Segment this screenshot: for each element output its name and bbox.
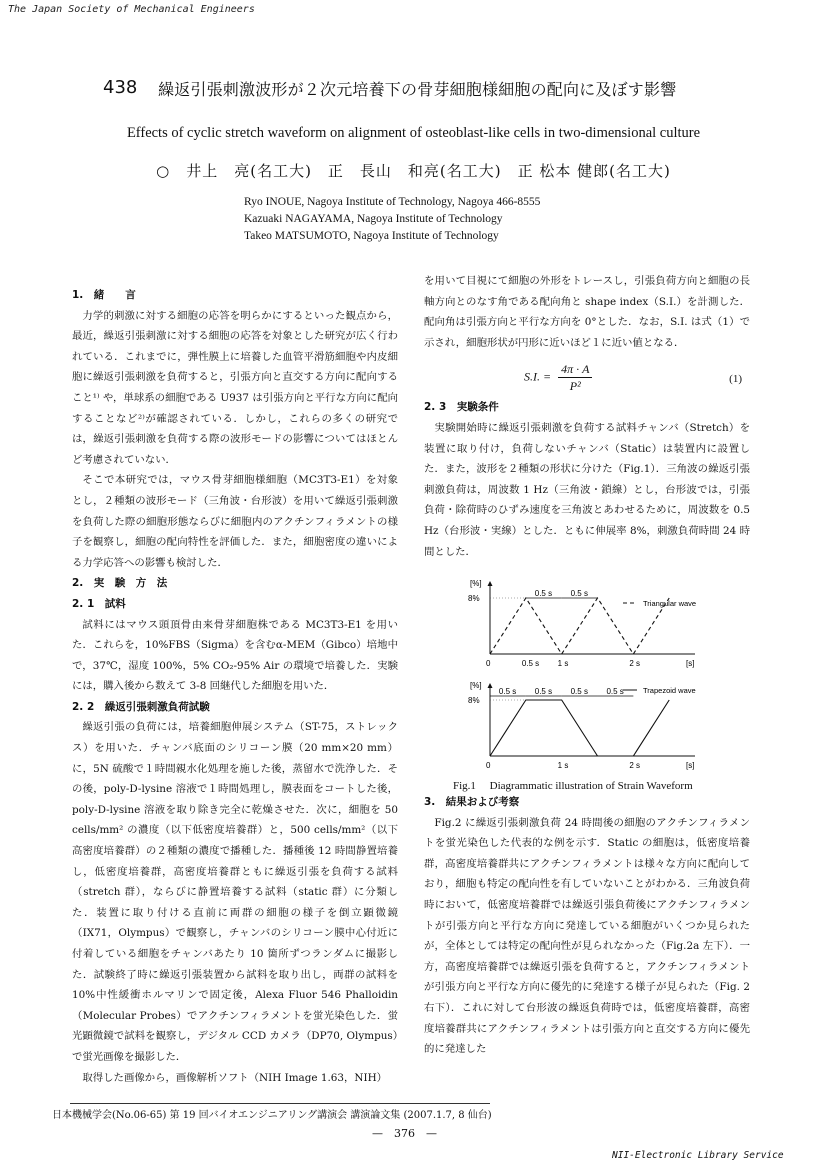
affiliation-3: Takeo MATSUMOTO, Nagoya Institute of Technology xyxy=(244,230,499,242)
legend-label: Trapezoid wave xyxy=(643,686,696,695)
left-column xyxy=(72,285,398,1088)
span-annotation: 0.5 s xyxy=(498,687,517,696)
equation-1 xyxy=(424,353,750,397)
authors-japanese: ○ 井上 亮(名工大) 正 長山 和亮(名工大) 正 松本 健郎(名工大) xyxy=(156,162,671,180)
figure-caption: Fig.1 Diagrammatic illustration of Strain Waveform xyxy=(453,780,693,792)
paragraph: 試料にはマウス頭頂骨由来骨芽細胞株である MC3T3-E1 を用いた．これらを，10%FBS（Sigma）を含むα-MEM（Gibco）培地中で，37℃，湿度 100%，5% CO₂-95% Air の環境で培養した．実験には，購入後から数えて 3-8 回継代した細胞を用いた． xyxy=(72,618,398,693)
paragraph: 取得した画像から，画像解析ソフト（NIH Image 1.63，NIH） xyxy=(82,1071,388,1084)
subsection-heading-conditions: 2. 3 実験条件 xyxy=(424,401,499,414)
formula-numerator: 4π · A xyxy=(558,361,592,378)
footer-divider xyxy=(70,1103,490,1104)
x-axis-unit: [s] xyxy=(686,659,695,668)
shape-index-formula xyxy=(524,361,592,394)
paper-number: 438 xyxy=(103,77,138,98)
affiliation-1: Ryo INOUE, Nagoya Institute of Technology, Nagoya 466-8555 xyxy=(244,196,541,208)
y-tick-label: 8% xyxy=(468,696,480,705)
y-axis-arrow xyxy=(488,683,493,688)
x-tick-label: 2 s xyxy=(629,659,641,668)
formula-lhs: S.I. = xyxy=(524,369,552,384)
formula-denominator: P² xyxy=(569,379,581,394)
right-column-results xyxy=(424,792,750,1060)
y-axis-unit: [%] xyxy=(470,681,482,690)
span-annotation: 0.5 s xyxy=(534,589,553,598)
y-tick-label: 8% xyxy=(468,594,480,603)
x-tick-label: 2 s xyxy=(629,761,641,770)
series-line xyxy=(490,700,669,756)
x-axis-unit: [s] xyxy=(686,761,695,770)
paragraph: 力学的刺激に対する細胞の応答を明らかにするといった観点から，最近，繰返引張刺激に対する細胞の応答を対象とした研究が広く行われている．これまでに，弾性膜上に培養した血管平滑筋細胞や内皮細胞に繰返引張刺激を負荷すると，引張方向と直交する方向に配向すること¹⁾ や，単球系の細胞である U937 は引張方向と平行な方向に配向することなど²⁾が確認されている．しかし，これらの多くの研究では，繰返引張刺激を負荷する際の波形モードの影響についてはほとんど考慮されていない． xyxy=(72,309,398,466)
paragraph: 実験開始時に繰返引張刺激を負荷する試料チャンバ（Stretch）を装置に取り付け，負荷しないチャンバ（Static）は装置内に設置した．また，波形を２種類の形状に分けた（Fig.1）．三角波の繰返引張刺激負荷は，周波数 1 Hz（三角波・鎖線）とし，台形波では，引張負荷・除荷時のひずみ速度を三角波とあわせるために，周波数を 0.5 Hz（台形波・実線）とした．ともに伸展率 8%，刺激負荷時間 24 時間とした． xyxy=(424,421,750,558)
section-heading-introduction: 1. 緒 言 xyxy=(72,289,136,301)
paragraph: そこで本研究では，マウス骨芽細胞様細胞（MC3T3-E1）を対象とし，２種類の波形モード（三角波・台形波）を用いて繰返引張刺激を負荷した際の細胞形態ならびに細胞内のアクチンフィラメントの様子を観察し，細胞の配向特性を評価した．また，細胞密度の違いによる力学応答への影響も検討した． xyxy=(72,474,398,569)
page-number: — 376 — xyxy=(372,1127,437,1140)
y-axis-arrow xyxy=(488,581,493,586)
span-annotation: 0.5 s xyxy=(606,687,624,696)
nii-service-label: NII-Electronic Library Service xyxy=(612,1150,784,1161)
section-heading-methods: 2. 実 験 方 法 xyxy=(72,577,168,590)
span-annotation: 0.5 s xyxy=(534,687,553,696)
span-annotation: 0.5 s xyxy=(570,687,588,696)
x-tick-label: 1 s xyxy=(557,659,569,668)
subsection-heading-stretch-test: 2. 2 繰返引張刺激負荷試験 xyxy=(72,700,210,713)
span-annotation: 0.5 s xyxy=(570,589,588,598)
title-japanese: 繰返引張刺激波形が２次元培養下の骨芽細胞様細胞の配向に及ぼす影響 xyxy=(158,80,677,99)
chart-triangular-wave xyxy=(468,579,696,668)
x-tick-label: 1 s xyxy=(557,761,569,770)
x-tick-label: 0 xyxy=(486,659,491,668)
chart-trapezoid-wave xyxy=(468,681,696,770)
legend-label: Triangular wave xyxy=(643,599,697,608)
y-axis-unit: [%] xyxy=(470,579,482,588)
equation-number: (1) xyxy=(729,373,742,386)
subsection-heading-samples: 2. 1 試料 xyxy=(72,597,126,610)
formula-fraction xyxy=(558,361,592,394)
x-tick-label: 0.5 s xyxy=(521,659,540,668)
title-english: Effects of cyclic stretch waveform on alignment of osteoblast-like cells in two-dimensional culture xyxy=(126,125,701,141)
section-heading-results: 3. 結果および考察 xyxy=(424,796,520,808)
society-header: The Japan Society of Mechanical Engineers xyxy=(8,4,255,15)
right-column xyxy=(424,271,750,562)
paragraph: Fig.2 に繰返引張刺激負荷 24 時間後の細胞のアクチンフィラメントを蛍光染色した代表的な例を示す．Static の細胞は，低密度培養群，高密度培養群共にアクチンフィラメントは様々な方向に配向しており，細胞も特定の配向性を有していないことがわかる．三角波負荷時において，低密度培養群では繰返引張負荷後にアクチンフィラメントが引張方向と平行な方向に発達している細胞がいくつか見られたが，全体としては特定の配向性が見られなかった（Fig.2a 左下）．一方，高密度培養群では繰返引張を負荷すると，アクチンフィラメントが引張方向と平行な方向に優先的に発達する様子が見られた（Fig. 2 右下）．これに対して台形波の繰返負荷時では，低密度培養群，高密度培養群共にアクチンフィラメントは引張方向と直交する方向に優先的に発達した xyxy=(424,816,750,1056)
affiliation-2: Kazuaki NAGAYAMA, Nagoya Institute of Technology xyxy=(244,213,503,225)
paragraph: を用いて目視にて細胞の外形をトレースし，引張負荷方向と細胞の長軸方向とのなす角である配向角と shape index（S.I.）を計測した．配向角は引張方向と平行な方向を 0°とした．なお，S.I. は式（1）で示され，細胞形状が円形に近いほど１に近い値となる． xyxy=(424,275,750,349)
figure-strain-waveform xyxy=(455,578,745,773)
footer-proceedings: 日本機械学会(No.06-65) 第 19 回バイオエンジニアリング講演会 講演論文集 (2007.1.7, 8 仙台) xyxy=(52,1110,492,1121)
x-tick-label: 0 xyxy=(486,761,491,770)
paragraph: 繰返引張の負荷には，培養細胞伸展システム（ST-75，ストレックス）を用いた．チャンバ底面のシリコーン膜（20 mm×20 mm）に，5N 硫酸で１時間親水化処理を施した後，蒸留水で洗浄した．その後，poly-D-lysine 溶液で１時間処理し，膜表面をコートした後，poly-D-lysine 溶液を取り除き完全に乾燥させた．次に，細胞を 50 cells/mm² の濃度（以下低密度培養群）と，500 cells/mm²（以下高密度培養群）の２種類の濃度で播種した．播種後 12 時間静置培養し，低密度培養群，高密度培養群ともに繰返引張を負荷する試料（stretch 群），ならびに静置培養する試料（static 群）に分類した．装置に取り付ける直前に両群の細胞の様子を倒立顕微鏡（IX71，Olympus）で観察し，チャンバのシリコーン膜中心付近に付着している細胞をチャンバあたり 10 箇所ずつランダムに撮影した．試験終了時に繰返引張装置から試料を取り出し，両群の試料を 10%中性緩衝ホルマリンで固定後，Alexa Fluor 546 Phalloidin（Molecular Probes）でアクチンフィラメントを蛍光染色した．蛍光顕微鏡で試料を観察し，デジタル CCD カメラ（DP70, Olympus）で蛍光画像を撮影した． xyxy=(72,721,398,1063)
